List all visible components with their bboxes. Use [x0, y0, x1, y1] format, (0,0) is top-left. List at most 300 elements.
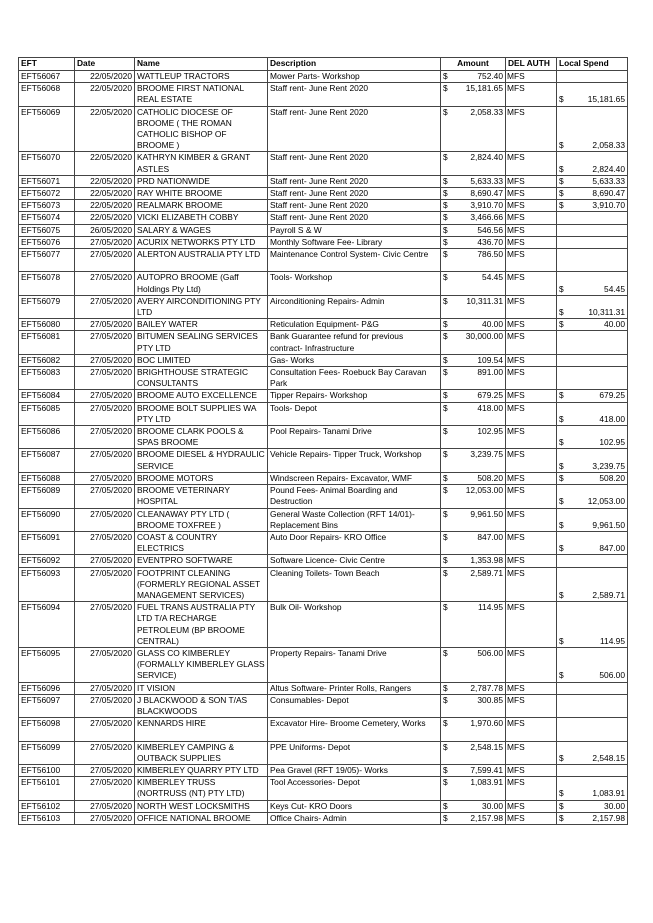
- cell-amount-number: 30.00: [482, 800, 503, 811]
- table-body: [19, 71, 628, 825]
- cell-amount-number: 508.20: [477, 472, 503, 483]
- currency-symbol: $: [443, 249, 448, 260]
- cell-local-spend-number: 508.20: [599, 472, 625, 483]
- currency-symbol: $: [559, 200, 564, 211]
- cell-amount-number: 418.00: [477, 402, 503, 413]
- currency-symbol: $: [443, 426, 448, 437]
- cell-name: BROOME MOTORS: [135, 472, 268, 484]
- cell-amount-number: 2,589.71: [470, 567, 503, 578]
- cell-amount: [441, 212, 506, 224]
- cell-description: General Waste Collection (RFT 14/01)- Replacement Bins: [268, 508, 441, 531]
- cell-del-auth: MFS: [506, 152, 557, 175]
- cell-amount-value: [443, 403, 503, 414]
- cell-amount-number: 102.95: [477, 426, 503, 437]
- cell-amount-value: [443, 532, 503, 543]
- cell-amount-value: [443, 225, 503, 236]
- cell-amount: [441, 249, 506, 272]
- currency-symbol: $: [559, 800, 564, 811]
- cell-amount-number: 114.95: [478, 602, 503, 613]
- cell-local-spend-number: 10,311.31: [588, 307, 625, 318]
- cell-name: PRD NATIONWIDE: [135, 175, 268, 187]
- cell-del-auth: MFS: [506, 402, 557, 425]
- cell-amount: [441, 295, 506, 318]
- currency-symbol: $: [443, 390, 448, 401]
- cell-amount-value: [443, 249, 503, 260]
- cell-date: 27/05/2020: [75, 485, 135, 508]
- cell-local-spend: [557, 531, 628, 554]
- cell-local-spend-number: 2,589.71: [592, 589, 625, 600]
- cell-amount: [441, 602, 506, 648]
- cell-amount-number: 436.70: [477, 236, 503, 247]
- cell-local-spend-value: [559, 390, 625, 401]
- cell-date: 27/05/2020: [75, 800, 135, 812]
- cell-date: 27/05/2020: [75, 472, 135, 484]
- cell-local-spend-value: [559, 437, 625, 448]
- cell-eft: EFT56076: [19, 236, 75, 248]
- cell-del-auth: MFS: [506, 531, 557, 554]
- cell-local-spend: [557, 741, 628, 764]
- cell-amount-value: [443, 568, 503, 579]
- cell-amount: [441, 485, 506, 508]
- currency-symbol: $: [443, 602, 448, 613]
- cell-del-auth: MFS: [506, 319, 557, 331]
- table-row: [19, 449, 628, 472]
- cell-amount-number: 1,083.91: [470, 777, 503, 788]
- currency-symbol: $: [559, 413, 564, 424]
- cell-date: 27/05/2020: [75, 249, 135, 272]
- cell-name: KIMBERLEY QUARRY PTY LTD: [135, 764, 268, 776]
- cell-local-spend-value: [559, 164, 625, 175]
- cell-name: COAST & COUNTRY ELECTRICS: [135, 531, 268, 554]
- currency-symbol: $: [559, 437, 564, 448]
- cell-amount-value: [443, 272, 503, 283]
- cell-local-spend-value: [559, 496, 625, 507]
- cell-date: 27/05/2020: [75, 718, 135, 741]
- currency-symbol: $: [559, 472, 564, 483]
- cell-del-auth: MFS: [506, 200, 557, 212]
- cell-amount-value: [443, 742, 503, 753]
- cell-name: BROOME CLARK POOLS & SPAS BROOME: [135, 426, 268, 449]
- cell-amount-number: 40.00: [482, 319, 503, 330]
- cell-name: ALERTON AUSTRALIA PTY LTD: [135, 249, 268, 272]
- cell-del-auth: MFS: [506, 71, 557, 83]
- cell-local-spend: [557, 354, 628, 366]
- cell-local-spend-number: 102.95: [599, 437, 625, 448]
- cell-amount: [441, 472, 506, 484]
- currency-symbol: $: [443, 472, 448, 483]
- cell-local-spend: [557, 694, 628, 717]
- cell-description: Bank Guarantee refund for previous contract- Infrastructure: [268, 331, 441, 354]
- cell-amount-value: [443, 152, 503, 163]
- cell-name: IT VISION: [135, 682, 268, 694]
- cell-local-spend: [557, 508, 628, 531]
- currency-symbol: $: [443, 800, 448, 811]
- cell-del-auth: MFS: [506, 764, 557, 776]
- cell-del-auth: MFS: [506, 812, 557, 824]
- cell-local-spend-value: [559, 520, 625, 531]
- cell-name: J BLACKWOOD & SON T/AS BLACKWOODS: [135, 694, 268, 717]
- cell-local-spend-value: [559, 94, 625, 105]
- currency-symbol: $: [443, 319, 448, 330]
- cell-eft: EFT56103: [19, 812, 75, 824]
- cell-description: Staff rent- June Rent 2020: [268, 200, 441, 212]
- currency-symbol: $: [443, 212, 448, 223]
- table-row: [19, 694, 628, 717]
- table-row: [19, 175, 628, 187]
- currency-symbol: $: [443, 402, 448, 413]
- table-row: [19, 83, 628, 106]
- cell-amount-number: 7,599.41: [470, 764, 503, 775]
- currency-symbol: $: [559, 94, 564, 105]
- cell-description: Mower Parts- Workshop: [268, 71, 441, 83]
- cell-date: 27/05/2020: [75, 508, 135, 531]
- cell-local-spend-value: [559, 461, 625, 472]
- cell-local-spend-number: 9,961.50: [592, 519, 625, 530]
- table-row: [19, 682, 628, 694]
- currency-symbol: $: [559, 752, 564, 763]
- cell-amount-number: 30,000.00: [465, 331, 503, 342]
- cell-name: ACURIX NETWORKS PTY LTD: [135, 236, 268, 248]
- currency-symbol: $: [559, 589, 564, 600]
- cell-local-spend: [557, 319, 628, 331]
- cell-local-spend-value: [559, 473, 625, 484]
- cell-date: 22/05/2020: [75, 212, 135, 224]
- cell-eft: EFT56070: [19, 152, 75, 175]
- cell-description: Payroll S & W: [268, 224, 441, 236]
- cell-local-spend: [557, 567, 628, 602]
- cell-local-spend-number: 30.00: [604, 800, 625, 811]
- cell-name: BROOME DIESEL & HYDRAULIC SERVICE: [135, 449, 268, 472]
- cell-del-auth: MFS: [506, 682, 557, 694]
- cell-amount-value: [443, 83, 503, 94]
- cell-del-auth: MFS: [506, 188, 557, 200]
- cell-name: AVERY AIRCONDITIONING PTY LTD: [135, 295, 268, 318]
- cell-local-spend-number: 2,058.33: [592, 140, 625, 151]
- currency-symbol: $: [443, 764, 448, 775]
- cell-local-spend: [557, 682, 628, 694]
- cell-local-spend: [557, 272, 628, 295]
- cell-local-spend: [557, 472, 628, 484]
- cell-del-auth: MFS: [506, 224, 557, 236]
- cell-amount-value: [443, 801, 503, 812]
- cell-eft: EFT56067: [19, 71, 75, 83]
- cell-amount-value: [443, 188, 503, 199]
- cell-del-auth: MFS: [506, 777, 557, 800]
- cell-amount-number: 109.54: [477, 354, 503, 365]
- cell-date: 27/05/2020: [75, 354, 135, 366]
- currency-symbol: $: [559, 460, 564, 471]
- cell-amount: [441, 764, 506, 776]
- cell-local-spend-value: [559, 284, 625, 295]
- cell-description: Tools- Workshop: [268, 272, 441, 295]
- cell-name: KATHRYN KIMBER & GRANT ASTLES: [135, 152, 268, 175]
- table-row: [19, 200, 628, 212]
- table-row: [19, 777, 628, 800]
- cell-amount-number: 5,633.33: [470, 175, 503, 186]
- cell-description: Maintenance Control System- Civic Centre: [268, 249, 441, 272]
- cell-date: 27/05/2020: [75, 449, 135, 472]
- cell-local-spend-number: 506.00: [599, 670, 625, 681]
- cell-description: Airconditioning Repairs- Admin: [268, 295, 441, 318]
- cell-local-spend-value: [559, 200, 625, 211]
- table-row: [19, 812, 628, 824]
- cell-del-auth: MFS: [506, 602, 557, 648]
- cell-del-auth: MFS: [506, 508, 557, 531]
- table-row: [19, 602, 628, 648]
- cell-name: BROOME VETERINARY HOSPITAL: [135, 485, 268, 508]
- currency-symbol: $: [443, 741, 448, 752]
- cell-amount-value: [443, 485, 503, 496]
- cell-amount-value: [443, 212, 503, 223]
- cell-del-auth: MFS: [506, 272, 557, 295]
- cell-name: VICKI ELIZABETH COBBY: [135, 212, 268, 224]
- currency-symbol: $: [559, 319, 564, 330]
- currency-symbol: $: [559, 390, 564, 401]
- table-row: [19, 508, 628, 531]
- header-del-auth: DEL AUTH: [506, 58, 557, 71]
- cell-eft: EFT56088: [19, 472, 75, 484]
- header-amount: Amount: [441, 58, 506, 71]
- cell-description: Staff rent- June Rent 2020: [268, 188, 441, 200]
- table-row: [19, 567, 628, 602]
- cell-eft: EFT56080: [19, 319, 75, 331]
- currency-symbol: $: [443, 188, 448, 199]
- cell-amount-number: 8,690.47: [470, 188, 503, 199]
- cell-amount: [441, 83, 506, 106]
- currency-symbol: $: [443, 485, 448, 496]
- cell-amount-number: 2,824.40: [470, 152, 503, 163]
- cell-local-spend-value: [559, 590, 625, 601]
- cell-eft: EFT56092: [19, 555, 75, 567]
- table-header: [19, 58, 628, 71]
- cell-description: Consultation Fees- Roebuck Bay Caravan Park: [268, 367, 441, 390]
- cell-amount-value: [443, 602, 503, 613]
- currency-symbol: $: [443, 694, 448, 705]
- table-row: [19, 272, 628, 295]
- cell-local-spend: [557, 602, 628, 648]
- cell-local-spend-value: [559, 670, 625, 681]
- cell-del-auth: MFS: [506, 175, 557, 187]
- currency-symbol: $: [443, 367, 448, 378]
- cell-amount-value: [443, 765, 503, 776]
- cell-description: Pea Gravel (RFT 19/05)- Works: [268, 764, 441, 776]
- table-row: [19, 212, 628, 224]
- cell-description: Bulk Oil- Workshop: [268, 602, 441, 648]
- cell-description: Tool Accessories- Depot: [268, 777, 441, 800]
- cell-del-auth: MFS: [506, 354, 557, 366]
- cell-local-spend: [557, 764, 628, 776]
- cell-amount-value: [443, 319, 503, 330]
- cell-name: KIMBERLEY CAMPING & OUTBACK SUPPLIES: [135, 741, 268, 764]
- cell-description: Staff rent- June Rent 2020: [268, 83, 441, 106]
- currency-symbol: $: [443, 83, 448, 94]
- currency-symbol: $: [443, 152, 448, 163]
- cell-amount-number: 786.50: [477, 249, 503, 260]
- cell-local-spend: [557, 449, 628, 472]
- cell-date: 22/05/2020: [75, 175, 135, 187]
- cell-local-spend: [557, 800, 628, 812]
- cell-local-spend: [557, 647, 628, 682]
- cell-eft: EFT56095: [19, 647, 75, 682]
- cell-name: CATHOLIC DIOCESE OF BROOME ( THE ROMAN CATHOLIC BISHOP OF BROOME ): [135, 106, 268, 152]
- cell-eft: EFT56084: [19, 390, 75, 402]
- cell-amount: [441, 390, 506, 402]
- cell-del-auth: MFS: [506, 367, 557, 390]
- cell-date: 27/05/2020: [75, 390, 135, 402]
- cell-local-spend-number: 15,181.65: [587, 94, 625, 105]
- cell-del-auth: MFS: [506, 694, 557, 717]
- cell-local-spend-number: 3,910.70: [592, 200, 625, 211]
- cell-date: 27/05/2020: [75, 295, 135, 318]
- currency-symbol: $: [443, 508, 448, 519]
- cell-amount-value: [443, 695, 503, 706]
- cell-date: 22/05/2020: [75, 106, 135, 152]
- cell-amount-value: [443, 509, 503, 520]
- cell-date: 27/05/2020: [75, 647, 135, 682]
- table-row: [19, 224, 628, 236]
- cell-eft: EFT56068: [19, 83, 75, 106]
- table-row: [19, 354, 628, 366]
- cell-description: Vehicle Repairs- Tipper Truck, Workshop: [268, 449, 441, 472]
- cell-description: Keys Cut- KRO Doors: [268, 800, 441, 812]
- cell-amount: [441, 152, 506, 175]
- cell-amount-number: 9,961.50: [470, 508, 503, 519]
- table-row: [19, 555, 628, 567]
- cell-name: BOC LIMITED: [135, 354, 268, 366]
- cell-amount-value: [443, 200, 503, 211]
- table-row: [19, 319, 628, 331]
- table-row: [19, 106, 628, 152]
- cell-local-spend: [557, 188, 628, 200]
- cell-date: 27/05/2020: [75, 331, 135, 354]
- cell-eft: EFT56078: [19, 272, 75, 295]
- cell-name: KENNARDS HIRE: [135, 718, 268, 741]
- cell-amount: [441, 71, 506, 83]
- cell-date: 27/05/2020: [75, 567, 135, 602]
- cell-date: 22/05/2020: [75, 188, 135, 200]
- currency-symbol: $: [443, 200, 448, 211]
- cell-local-spend-number: 8,690.47: [592, 188, 625, 199]
- cell-local-spend-number: 114.95: [600, 635, 625, 646]
- cell-eft: EFT56075: [19, 224, 75, 236]
- cell-local-spend: [557, 555, 628, 567]
- header-eft: EFT: [19, 58, 75, 71]
- cell-local-spend-value: [559, 188, 625, 199]
- cell-local-spend: [557, 212, 628, 224]
- cell-amount: [441, 367, 506, 390]
- cell-amount: [441, 741, 506, 764]
- cell-amount: [441, 694, 506, 717]
- cell-amount-number: 2,157.98: [470, 812, 503, 823]
- cell-eft: EFT56086: [19, 426, 75, 449]
- cell-amount-value: [443, 813, 503, 824]
- cell-date: 22/05/2020: [75, 200, 135, 212]
- table-row: [19, 295, 628, 318]
- cell-local-spend-value: [559, 319, 625, 330]
- cell-description: Tipper Repairs- Workshop: [268, 390, 441, 402]
- cell-date: 27/05/2020: [75, 764, 135, 776]
- currency-symbol: $: [559, 140, 564, 151]
- currency-symbol: $: [559, 670, 564, 681]
- cell-amount: [441, 188, 506, 200]
- cell-description: Staff rent- June Rent 2020: [268, 175, 441, 187]
- cell-local-spend: [557, 367, 628, 390]
- cell-amount-number: 54.45: [482, 272, 503, 283]
- currency-symbol: $: [443, 555, 448, 566]
- cell-del-auth: MFS: [506, 555, 557, 567]
- cell-local-spend: [557, 152, 628, 175]
- cell-del-auth: MFS: [506, 718, 557, 741]
- cell-name: EVENTPRO SOFTWARE: [135, 555, 268, 567]
- currency-symbol: $: [443, 295, 448, 306]
- table-row: [19, 367, 628, 390]
- cell-local-spend: [557, 224, 628, 236]
- cell-amount-value: [443, 449, 503, 460]
- cell-amount: [441, 319, 506, 331]
- cell-amount: [441, 567, 506, 602]
- currency-symbol: $: [443, 272, 448, 283]
- cell-eft: EFT56099: [19, 741, 75, 764]
- cell-date: 27/05/2020: [75, 602, 135, 648]
- cell-date: 27/05/2020: [75, 694, 135, 717]
- currency-symbol: $: [443, 354, 448, 365]
- cell-name: FOOTPRINT CLEANING (FORMERLY REGIONAL ASSET MANAGEMENT SERVICES): [135, 567, 268, 602]
- header-row: [19, 58, 628, 71]
- cell-amount-value: [443, 683, 503, 694]
- cell-eft: EFT56093: [19, 567, 75, 602]
- cell-local-spend-value: [559, 813, 625, 824]
- cell-amount-number: 2,548.15: [470, 741, 503, 752]
- cell-local-spend-value: [559, 140, 625, 151]
- cell-eft: EFT56082: [19, 354, 75, 366]
- cell-local-spend: [557, 402, 628, 425]
- cell-del-auth: MFS: [506, 472, 557, 484]
- cell-local-spend-number: 5,633.33: [592, 175, 625, 186]
- cell-date: 27/05/2020: [75, 682, 135, 694]
- cell-amount: [441, 175, 506, 187]
- table-row: [19, 236, 628, 248]
- table-row: [19, 485, 628, 508]
- cell-local-spend: [557, 71, 628, 83]
- cell-del-auth: MFS: [506, 426, 557, 449]
- table-row: [19, 152, 628, 175]
- cell-amount-number: 12,053.00: [465, 485, 503, 496]
- header-name: Name: [135, 58, 268, 71]
- cell-del-auth: MFS: [506, 212, 557, 224]
- currency-symbol: $: [443, 682, 448, 693]
- header-date: Date: [75, 58, 135, 71]
- table-row: [19, 426, 628, 449]
- cell-local-spend-value: [559, 753, 625, 764]
- currency-symbol: $: [443, 106, 448, 117]
- header-description: Description: [268, 58, 441, 71]
- cell-local-spend-number: 54.45: [604, 283, 625, 294]
- cell-description: Pound Fees- Animal Boarding and Destruction: [268, 485, 441, 508]
- cell-eft: EFT56096: [19, 682, 75, 694]
- cell-amount: [441, 777, 506, 800]
- cell-local-spend: [557, 390, 628, 402]
- currency-symbol: $: [559, 175, 564, 186]
- cell-date: 27/05/2020: [75, 741, 135, 764]
- currency-symbol: $: [559, 283, 564, 294]
- cell-local-spend-number: 679.25: [599, 390, 625, 401]
- currency-symbol: $: [443, 531, 448, 542]
- cell-amount-value: [443, 555, 503, 566]
- cell-description: Gas- Works: [268, 354, 441, 366]
- cell-amount-number: 2,787.78: [470, 682, 503, 693]
- currency-symbol: $: [559, 163, 564, 174]
- cell-name: OFFICE NATIONAL BROOME: [135, 812, 268, 824]
